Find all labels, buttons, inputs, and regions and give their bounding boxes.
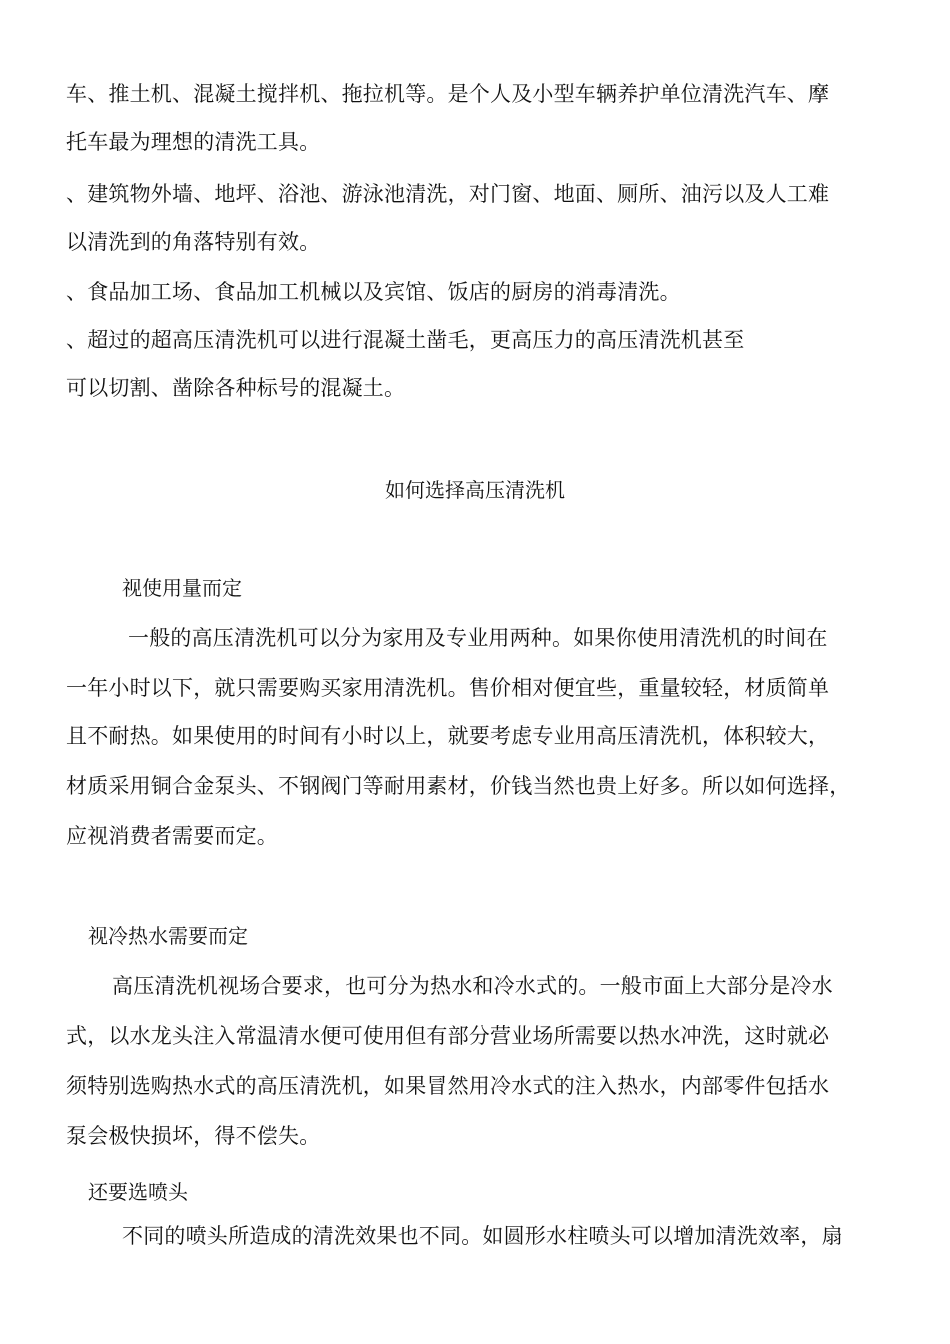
paragraph-line: 、建筑物外墙、地坪、浴池、游泳池清洗，对门窗、地面、厕所、油污以及人工难 [66,182,830,206]
paragraph-line: 须特别选购热水式的高压清洗机，如果冒然用冷水式的注入热水，内部零件包括水 [66,1074,830,1098]
section-heading: 还要选喷头 [88,1180,188,1204]
paragraph-line: 应视消费者需要而定。 [66,824,278,848]
paragraph-line: 材质采用铜合金泵头、不钢阀门等耐用素材，价钱当然也贵上好多。所以如何选择， [66,774,851,798]
paragraph-line: 泵会极快损坏，得不偿失。 [66,1124,321,1148]
paragraph-line: 、超过的超高压清洗机可以进行混凝土凿毛，更高压力的高压清洗机甚至 [66,328,745,352]
section-heading: 视使用量而定 [122,576,242,600]
paragraph-line: 一般的高压清洗机可以分为家用及专业用两种。如果你使用清洗机的时间在 [128,626,828,650]
section-heading: 视冷热水需要而定 [88,924,248,948]
paragraph-line: 不同的喷头所造成的清洗效果也不同。如圆形水柱喷头可以增加清洗效率，扇 [122,1224,843,1248]
paragraph-line: 高压清洗机视场合要求，也可分为热水和冷水式的。一般市面上大部分是冷水 [112,974,833,998]
paragraph-line: 、食品加工场、食品加工机械以及宾馆、饭店的厨房的消毒清洗。 [66,280,681,304]
paragraph-line: 一年小时以下，就只需要购买家用清洗机。售价相对便宜些，重量较轻，材质简单 [66,676,830,700]
paragraph-line: 以清洗到的角落特别有效。 [66,230,321,254]
paragraph-line: 车、推土机、混凝土搅拌机、拖拉机等。是个人及小型车辆养护单位清洗汽车、摩 [66,82,830,106]
paragraph-line: 托车最为理想的清洗工具。 [66,130,321,154]
section-title: 如何选择高压清洗机 [385,478,565,502]
paragraph-line: 式，以水龙头注入常温清水便可使用但有部分营业场所需要以热水冲洗，这时就必 [66,1024,830,1048]
paragraph-line: 且不耐热。如果使用的时间有小时以上，就要考虑专业用高压清洗机，体积较大， [66,724,830,748]
paragraph-line: 可以切割、凿除各种标号的混凝土。 [66,376,406,400]
